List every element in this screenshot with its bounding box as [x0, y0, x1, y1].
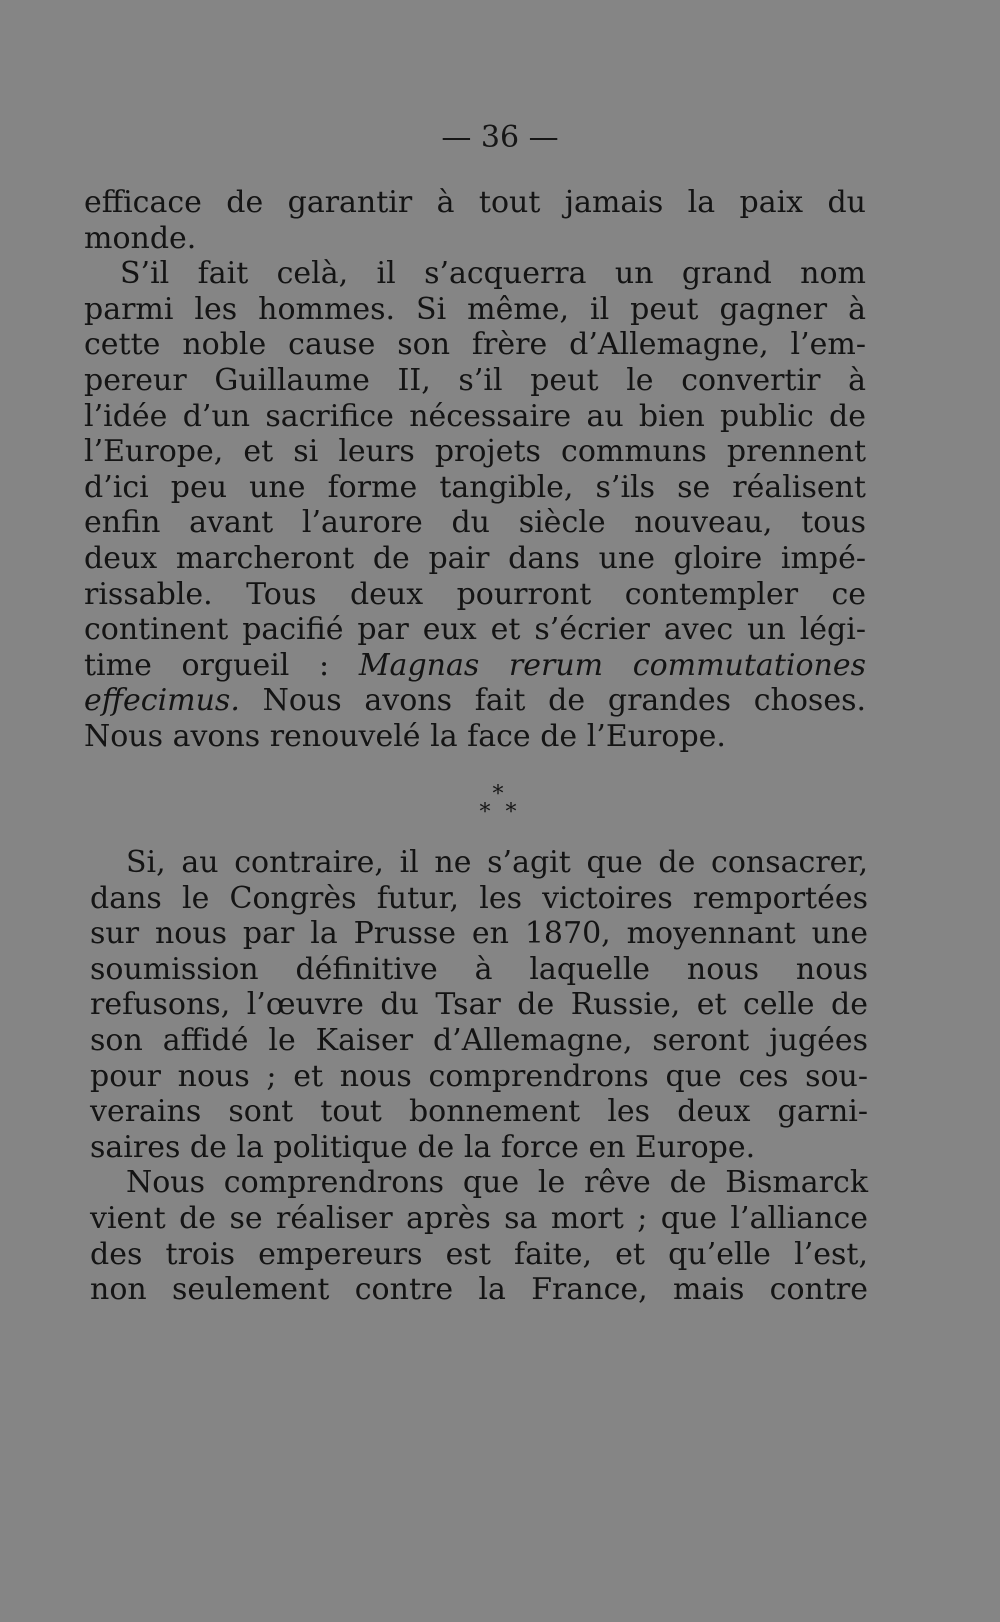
text-line — [84, 470, 866, 506]
text-segment: parmi les hommes. Si même, il peut gagner à — [84, 291, 866, 327]
text-segment: deux marcheront de pair dans une gloire impé- — [84, 540, 866, 576]
text-segment: monde. — [84, 220, 197, 256]
italic-text: Magnas rerum commutationes — [358, 647, 866, 683]
italic-text: effecimus. — [84, 683, 240, 719]
text-segment: pour nous ; et nous comprendrons que ces sou- — [90, 1058, 868, 1094]
text-line — [84, 648, 866, 684]
text-line — [84, 434, 866, 470]
text-block-after-break — [90, 845, 868, 1308]
text-line — [90, 952, 868, 988]
text-segment: dans le Congrès futur, les victoires remportées — [90, 880, 868, 916]
section-break-asterism — [0, 782, 1000, 825]
text-segment: time orgueil : — [84, 647, 359, 683]
text-segment: saires de la politique de la force en Europe. — [90, 1129, 756, 1165]
text-line — [90, 1272, 868, 1308]
text-line — [84, 292, 866, 328]
text-line — [84, 363, 866, 399]
text-segment: continent pacifié par eux et s’écrier avec un légi- — [84, 612, 866, 648]
text-line — [84, 327, 866, 363]
text-segment: verains sont tout bonnement les deux garni- — [90, 1094, 868, 1130]
text-line — [90, 987, 868, 1023]
text-segment: enfin avant l’aurore du siècle nouveau, tous — [84, 505, 866, 541]
text-line — [84, 185, 866, 221]
text-line — [90, 1094, 868, 1130]
page-number: — 36 — — [441, 120, 559, 155]
text-line — [84, 683, 866, 719]
text-line — [84, 577, 866, 613]
text-line — [84, 612, 866, 648]
asterism-top: * — [492, 782, 508, 807]
text-line — [90, 916, 868, 952]
text-line — [84, 221, 866, 257]
text-line — [90, 1165, 868, 1201]
text-segment: sur nous par la Prusse en 1870, moyennant une — [90, 916, 868, 952]
text-segment: efficace de garantir à tout jamais la paix du — [84, 185, 866, 220]
text-block-before-break — [84, 185, 866, 755]
text-line — [90, 1059, 868, 1095]
text-line — [84, 505, 866, 541]
paragraph — [84, 185, 866, 256]
text-segment: Nous avons renouvelé la face de l’Europe. — [84, 718, 726, 754]
text-segment: Nous avons fait de grandes choses. — [239, 683, 866, 719]
text-segment: l’Europe, et si leurs projets communs prennent — [84, 434, 866, 470]
text-line — [90, 1130, 868, 1166]
text-segment: l’idée d’un sacrifice nécessaire au bien public de — [84, 398, 866, 434]
text-line — [90, 1237, 868, 1273]
text-line — [90, 881, 868, 917]
text-segment: d’ici peu une forme tangible, s’ils se réalisent — [84, 469, 866, 505]
paragraph — [90, 845, 868, 1165]
text-segment: non seulement contre la France, mais contre — [90, 1272, 868, 1308]
text-segment: cette noble cause son frère d’Allemagne, l’em- — [84, 327, 866, 363]
text-line — [90, 1023, 868, 1059]
text-line — [84, 256, 866, 292]
text-line — [84, 719, 866, 755]
text-segment: des trois empereurs est faite, et qu’elle l’est, — [90, 1236, 868, 1272]
text-segment: S’il fait celà, il s’acquerra un grand nom — [120, 256, 866, 292]
text-segment: refusons, l’œuvre du Tsar de Russie, et celle de — [90, 987, 868, 1023]
asterism-bottom: * * — [479, 800, 521, 825]
text-segment: Si, au contraire, il ne s’agit que de consacrer, — [126, 845, 868, 880]
text-line — [84, 399, 866, 435]
text-segment: rissable. Tous deux pourront contempler ce — [84, 576, 866, 612]
text-segment: vient de se réaliser après sa mort ; que l’alliance — [90, 1200, 868, 1236]
text-segment: son affidé le Kaiser d’Allemagne, seront jugées — [90, 1022, 868, 1058]
text-segment: Nous comprendrons que le rêve de Bismarck — [126, 1165, 868, 1201]
text-segment: pereur Guillaume II, s’il peut le convertir à — [84, 362, 866, 398]
text-line — [90, 845, 868, 881]
text-segment: soumission définitive à laquelle nous nous — [90, 951, 868, 987]
paragraph — [84, 256, 866, 754]
text-line — [84, 541, 866, 577]
text-line — [90, 1201, 868, 1237]
paragraph — [90, 1165, 868, 1307]
